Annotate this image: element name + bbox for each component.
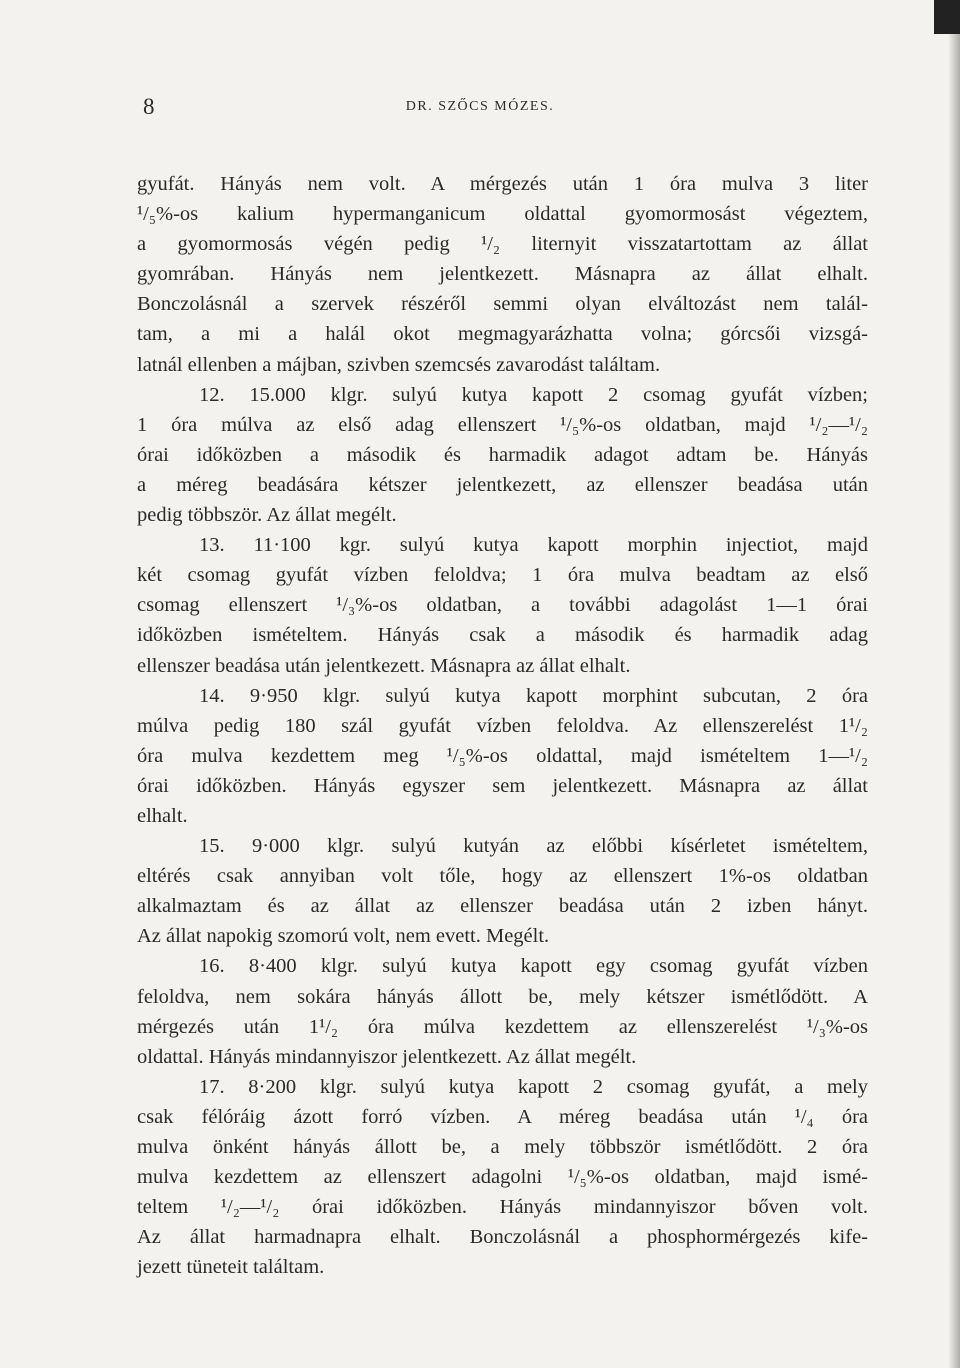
text-line: gyomrában. Hányás nem jelentkezett. Másnapra az állat elhalt. <box>137 263 868 286</box>
text-line: mulva önként hányás állott be, a mely többször ismétlődött. 2 óra <box>137 1136 868 1158</box>
text-line: Bonczolásnál a szervek részéről semmi olyan elváltozást nem talál- <box>137 293 868 316</box>
text-line: 15. 9·000 klgr. sulyú kutyán az előbbi kísérletet ismételtem, <box>199 835 868 858</box>
text-line: tam, a mi a halál okot megmagyarázhatta volna; górcsői vizsgá- <box>137 323 868 346</box>
text-line: pedig többször. Az állat megélt. <box>137 504 397 527</box>
page-edge-shadow <box>948 0 960 1368</box>
text-line: időközben ismételtem. Hányás csak a második és harmadik adag <box>137 624 868 647</box>
text-line: mulva kezdettem az ellenszert adagolni ¹/₅%-os oldatban, majd ismé- <box>137 1166 868 1189</box>
text-line: a méreg beadására kétszer jelentkezett, az ellenszer beadása után <box>137 473 868 496</box>
text-line: csomag ellenszert ¹/₃%-os oldatban, a további adagolást 1—1 órai <box>137 594 868 617</box>
text-line: latnál ellenben a májban, szivben szemcsés zavarodást találtam. <box>137 353 661 376</box>
page-number: 8 <box>143 94 155 119</box>
text-line: csak félóráig ázott forró vízben. A méreg beadása után ¹/₄ óra <box>137 1105 868 1128</box>
text-line: teltem ¹/₂—¹/₂ órai időközben. Hányás mindannyiszor bőven volt. <box>137 1196 868 1219</box>
text-line: a gyomormosás végén pedig ¹/₂ liternyit visszatartottam az állat <box>137 233 868 256</box>
text-line: alkalmaztam és az állat az ellenszer beadása után 2 izben hányt. <box>137 895 868 918</box>
scan-corner-mark <box>934 0 960 34</box>
text-line: feloldva, nem sokára hányás állott be, mely kétszer ismétlődött. A <box>137 985 868 1008</box>
text-line: ellenszer beadása után jelentkezett. Másnapra az állat elhalt. <box>137 654 631 677</box>
text-line: óra mulva kezdettem meg ¹/₅%-os oldattal, majd ismételtem 1—¹/₂ <box>137 744 868 767</box>
text-line: órai időközben. Hányás egyszer sem jelentkezett. Másnapra az állat <box>137 774 868 797</box>
text-line: jezett tüneteit találtam. <box>137 1256 325 1279</box>
text-line: két csomag gyufát vízben feloldva; 1 óra mulva beadtam az első <box>137 564 868 587</box>
text-line: gyufát. Hányás nem volt. A mérgezés után 1 óra mulva 3 liter <box>137 173 868 195</box>
text-line: Az állat napokig szomorú volt, nem evett. Megélt. <box>137 925 550 948</box>
text-line: 12. 15.000 klgr. sulyú kutya kapott 2 csomag gyufát vízben; <box>199 383 868 406</box>
text-line: 16. 8·400 klgr. sulyú kutya kapott egy csomag gyufát vízben <box>199 955 868 978</box>
text-line: oldattal. Hányás mindannyiszor jelentkezett. Az állat megélt. <box>137 1045 637 1068</box>
text-line: 13. 11·100 kgr. sulyú kutya kapott morphin injectiot, majd <box>199 534 868 557</box>
text-line: múlva pedig 180 szál gyufát vízben feloldva. Az ellenszerelést 1¹/₂ <box>137 714 868 737</box>
text-line: 14. 9·950 klgr. sulyú kutya kapott morphint subcutan, 2 óra <box>199 684 868 707</box>
text-line: 1 óra múlva az első adag ellenszert ¹/₅%-os oldatban, majd ¹/₂—¹/₂ <box>137 413 868 436</box>
running-head: DR. SZŐCS MÓZES. <box>405 99 555 114</box>
text-line: ¹/₅%-os kalium hypermanganicum oldattal gyomormosást végeztem, <box>137 203 868 226</box>
text-line: eltérés csak annyiban volt tőle, hogy az ellenszert 1%-os oldatban <box>137 865 868 888</box>
text-line: mérgezés után 1¹/₂ óra múlva kezdettem az ellenszerelést ¹/₃%-os <box>137 1015 868 1038</box>
text-line: 17. 8·200 klgr. sulyú kutya kapott 2 csomag gyufát, a mely <box>199 1075 868 1098</box>
text-line: elhalt. <box>137 804 188 827</box>
body-text <box>137 169 868 1282</box>
text-line: órai időközben a második és harmadik adagot adtam be. Hányás <box>137 443 868 466</box>
text-line: Az állat harmadnapra elhalt. Bonczolásnál a phosphormérgezés kife- <box>137 1226 868 1249</box>
